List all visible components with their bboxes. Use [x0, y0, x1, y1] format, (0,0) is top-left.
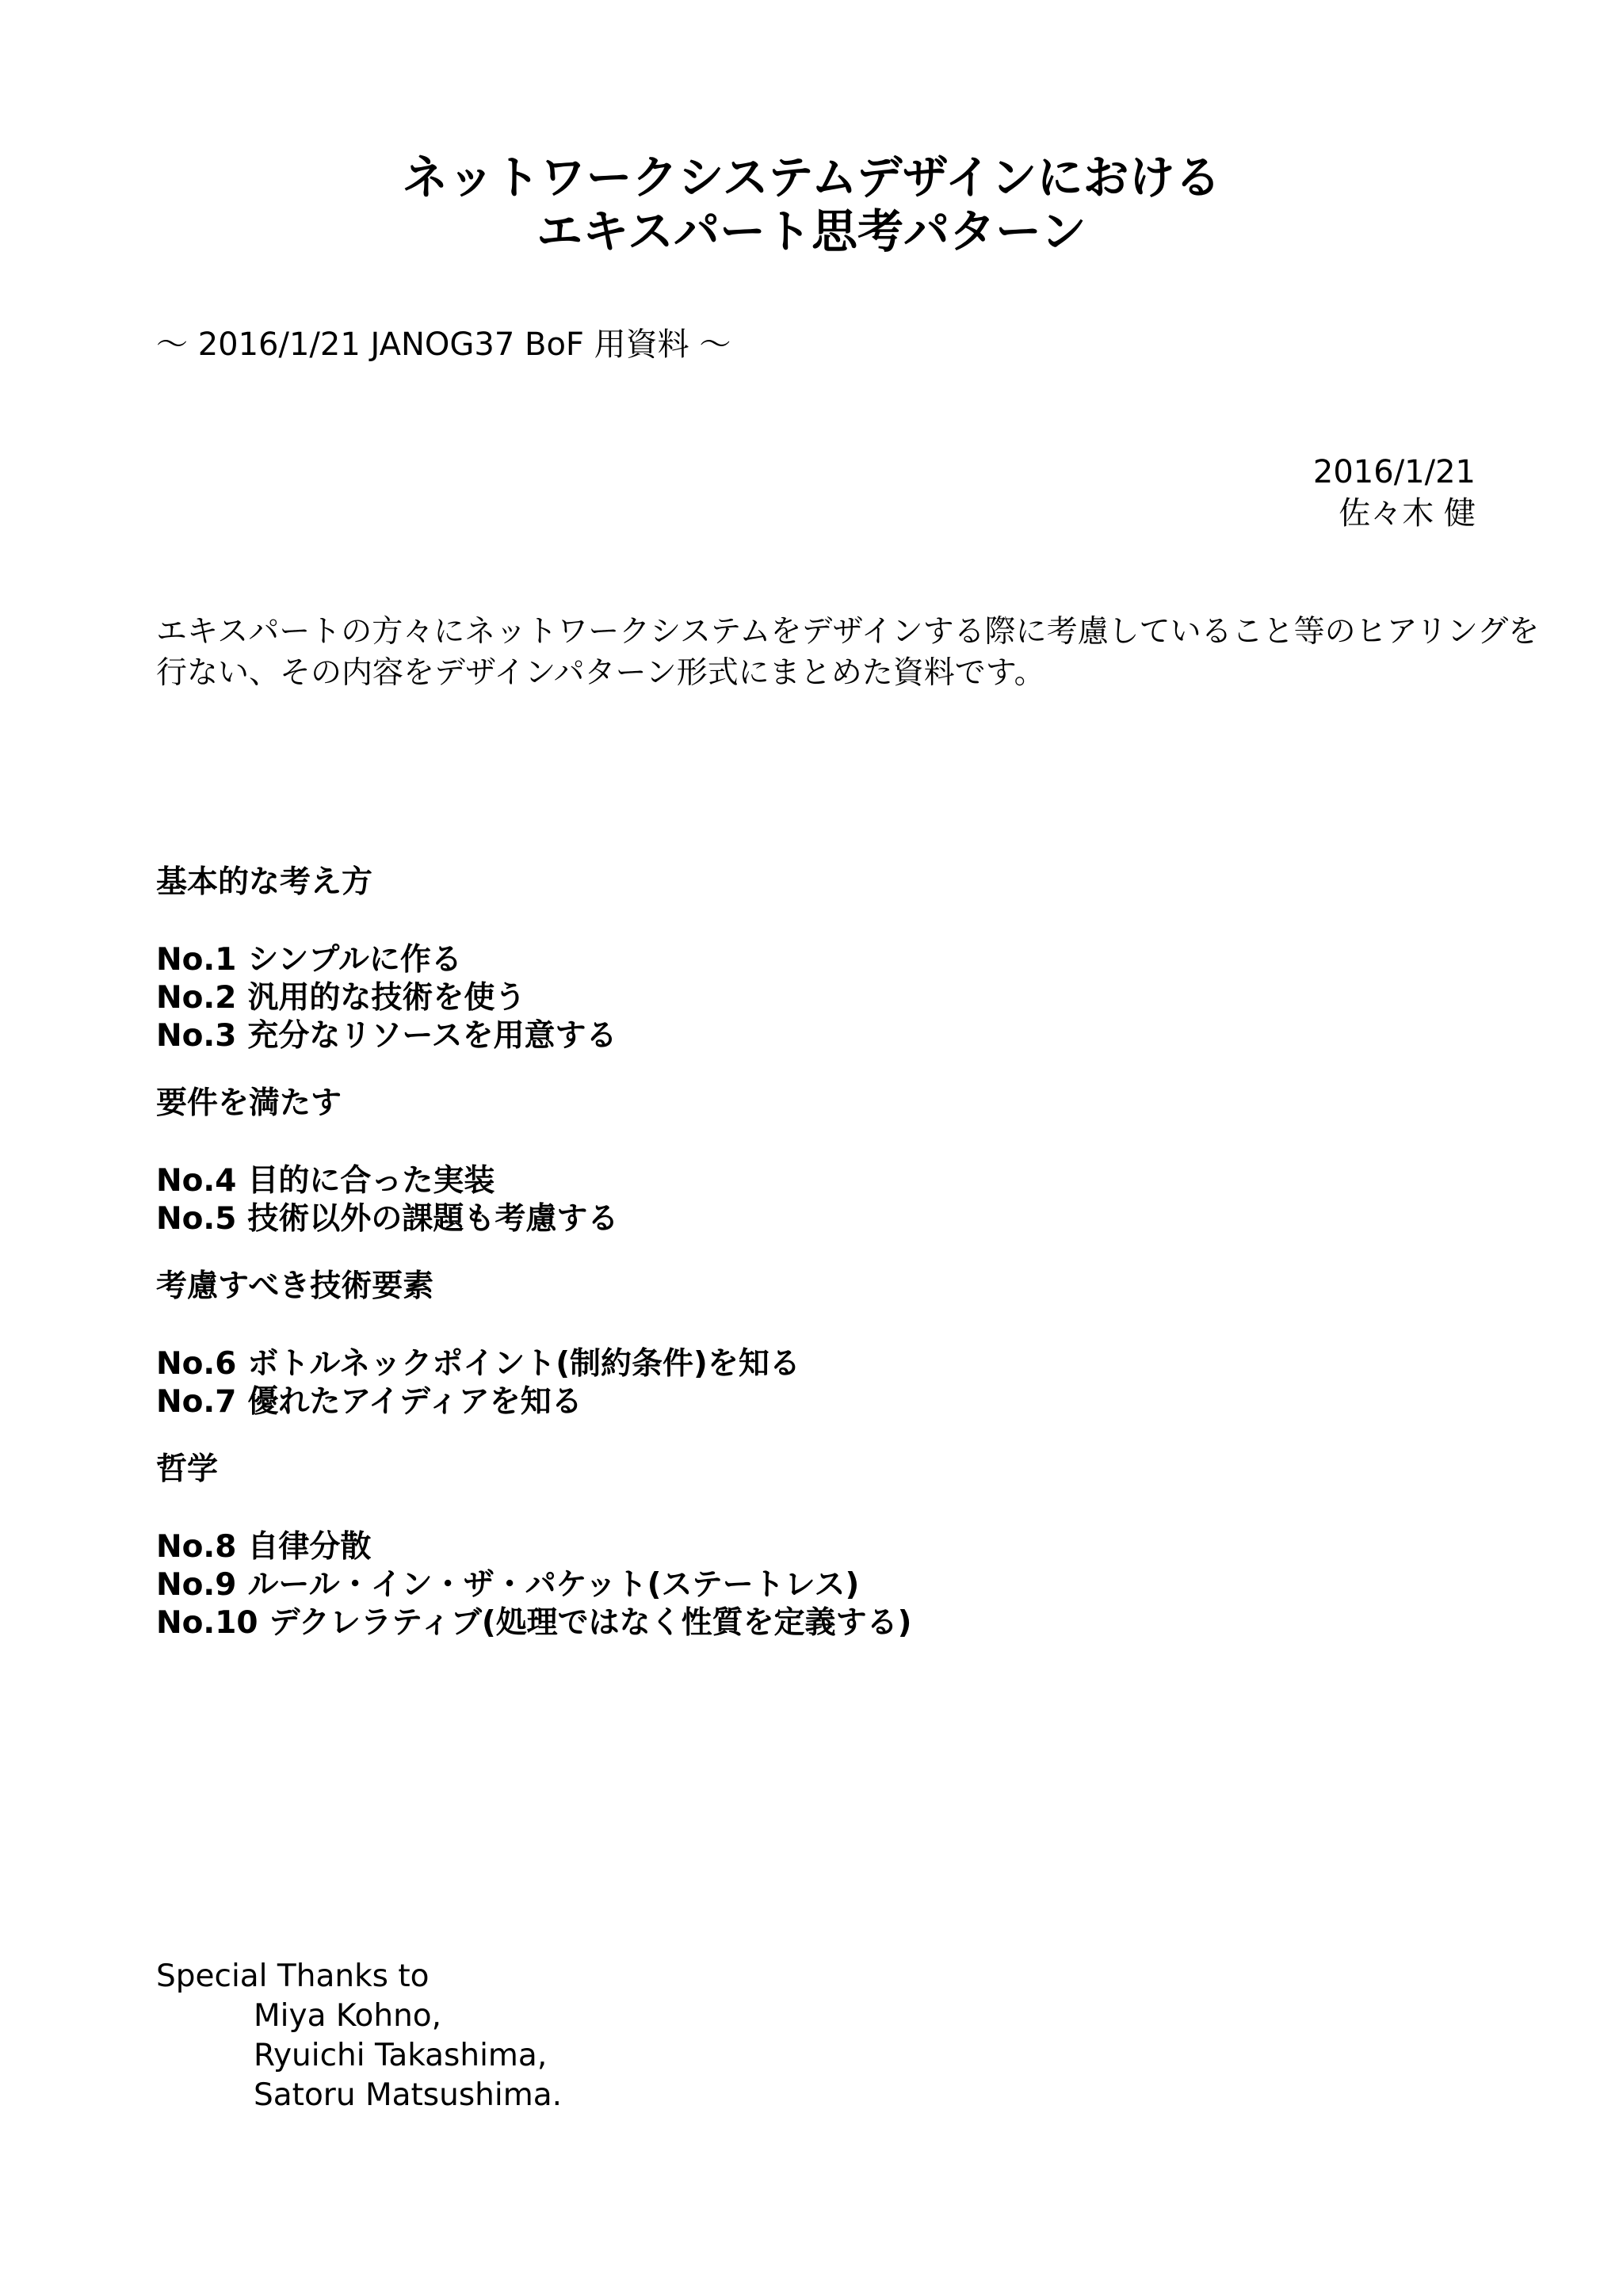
- pattern-list: [156, 941, 1503, 1055]
- pattern-list: [156, 1345, 1503, 1421]
- intro-paragraph: [156, 612, 1540, 694]
- pattern-item: [156, 1017, 1503, 1055]
- acknowledged-person: Ryuichi Takashima,: [254, 2038, 548, 2073]
- pattern-text: シンプルに作る: [247, 942, 462, 978]
- document-date: 2016/1/21: [1312, 454, 1476, 490]
- pattern-outline: [156, 864, 1503, 1672]
- pattern-text: ボトルネックポイント(制約条件)を知る: [247, 1346, 800, 1382]
- pattern-number: No.1: [156, 942, 237, 978]
- section-philosophy: [156, 1451, 1503, 1642]
- pattern-list: [156, 1528, 1503, 1642]
- acknowledged-person: Miya Kohno,: [254, 1998, 442, 2034]
- pattern-text: 技術以外の課題も考慮する: [247, 1201, 619, 1237]
- section-basic-thinking: [156, 864, 1503, 1055]
- pattern-text: 目的に合った実装: [247, 1163, 495, 1199]
- pattern-text: ルール・イン・ザ・パケット(ステートレス): [247, 1567, 860, 1603]
- document-title: [0, 151, 1623, 258]
- pattern-number: No.6: [156, 1346, 237, 1382]
- pattern-number: No.2: [156, 980, 237, 1016]
- pattern-text: 優れたアイディアを知る: [247, 1384, 582, 1420]
- section-heading: 考慮すべき技術要素: [156, 1268, 434, 1304]
- document-subtitle: 〜 2016/1/21 JANOG37 BoF 用資料 〜: [156, 326, 731, 363]
- title-line: ネットワークシステムデザインにおける: [402, 151, 1221, 204]
- intro-line: 行ない、その内容をデザインパターン形式にまとめた資料です。: [156, 655, 1045, 691]
- pattern-item: [156, 1566, 1503, 1604]
- pattern-item: [156, 1345, 1503, 1383]
- pattern-list: [156, 1162, 1503, 1238]
- acknowledgements-heading: Special Thanks to: [156, 1958, 430, 1994]
- acknowledged-person: Satoru Matsushima.: [254, 2077, 562, 2113]
- pattern-number: No.5: [156, 1201, 237, 1237]
- section-heading: 要件を満たす: [156, 1085, 342, 1121]
- section-heading: 基本的な考え方: [156, 864, 373, 900]
- pattern-text: 充分なリソースを用意する: [247, 1018, 617, 1054]
- title-line: エキスパート思考パターン: [537, 204, 1086, 258]
- pattern-number: No.9: [156, 1567, 237, 1603]
- pattern-text: 汎用的な技術を使う: [247, 980, 526, 1016]
- pattern-item: [156, 1528, 1503, 1566]
- pattern-number: No.3: [156, 1018, 237, 1054]
- pattern-number: No.7: [156, 1384, 237, 1420]
- pattern-item: [156, 1162, 1503, 1200]
- pattern-text: デクレラティブ(処理ではなく性質を定義する): [269, 1605, 912, 1641]
- intro-line: エキスパートの方々にネットワークシステムをデザインする際に考慮していること等のヒアリングを: [156, 614, 1540, 650]
- acknowledgements: [156, 1957, 562, 2115]
- pattern-item: [156, 1604, 1503, 1642]
- pattern-item: [156, 941, 1503, 979]
- pattern-text: 自律分散: [247, 1529, 372, 1565]
- pattern-number: No.4: [156, 1163, 237, 1199]
- pattern-number: No.10: [156, 1605, 258, 1641]
- pattern-number: No.8: [156, 1529, 237, 1565]
- pattern-item: [156, 979, 1503, 1017]
- document-meta: [1313, 452, 1476, 534]
- pattern-item: [156, 1383, 1503, 1421]
- section-technical-elements: [156, 1268, 1503, 1421]
- section-heading: 哲学: [156, 1451, 219, 1487]
- section-requirements: [156, 1085, 1503, 1238]
- pattern-item: [156, 1200, 1503, 1238]
- document-author: 佐々木 健: [1338, 495, 1476, 532]
